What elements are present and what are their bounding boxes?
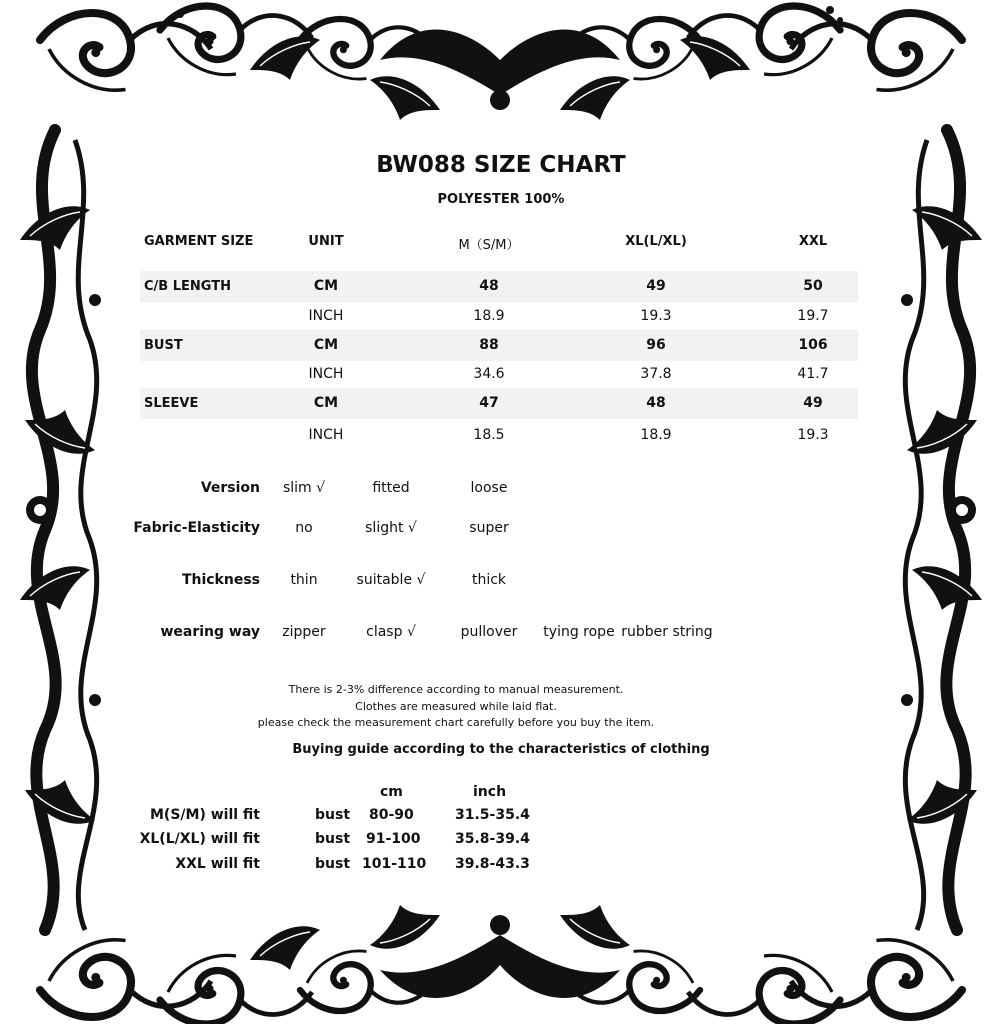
guide-part: bust — [315, 807, 351, 823]
material-subtitle: POLYESTER 100% — [437, 192, 565, 207]
attribute-option: super — [469, 520, 509, 536]
unit-cell: CM — [313, 337, 339, 353]
value-cell: 48 — [646, 395, 666, 411]
value-cell: 18.9 — [473, 308, 505, 324]
header-unit: UNIT — [308, 234, 344, 249]
note-line: Clothes are measured while laid flat. — [355, 700, 557, 713]
row-label: BUST — [144, 338, 183, 353]
value-cell: 96 — [646, 337, 666, 353]
value-cell: 49 — [803, 395, 823, 411]
unit-cell: INCH — [308, 427, 344, 443]
guide-inch: 31.5-35.4 — [455, 807, 530, 823]
value-cell: 49 — [646, 278, 666, 294]
value-cell: 18.9 — [640, 427, 672, 443]
value-cell: 106 — [798, 337, 828, 353]
attribute-option: slight √ — [365, 520, 417, 536]
note-line: please check the measurement chart carefully before you buy the item. — [257, 716, 655, 729]
header-garment-size: GARMENT SIZE — [144, 234, 254, 249]
guide-part: bust — [315, 831, 351, 847]
value-cell: 41.7 — [797, 366, 829, 382]
attribute-option: suitable √ — [356, 572, 426, 588]
attribute-option: thin — [290, 572, 318, 588]
attribute-option: zipper — [282, 624, 326, 640]
value-cell: 19.3 — [797, 427, 829, 443]
row-label: C/B LENGTH — [144, 279, 231, 294]
header-size-m: M（S/M） — [458, 238, 520, 253]
guide-cm: 101-110 — [362, 856, 427, 872]
value-cell: 18.5 — [473, 427, 505, 443]
bottom-ornament — [40, 905, 962, 1024]
top-ornament — [40, 5, 962, 120]
buying-guide-title: Buying guide according to the characteristics of clothing — [292, 742, 710, 757]
row-label: SLEEVE — [144, 396, 199, 411]
attribute-option: no — [295, 520, 313, 536]
left-ornament — [20, 130, 101, 930]
value-cell: 50 — [803, 278, 823, 294]
attribute-option: fitted — [372, 480, 410, 496]
unit-cell: INCH — [308, 308, 344, 324]
attribute-option: thick — [471, 572, 507, 588]
value-cell: 19.7 — [797, 308, 829, 324]
header-size-xl: XL(L/XL) — [625, 234, 687, 249]
unit-cell: INCH — [308, 366, 344, 382]
page-title: BW088 SIZE CHART — [376, 152, 626, 178]
value-cell: 34.6 — [473, 366, 505, 382]
guide-inch: 39.8-43.3 — [455, 856, 530, 872]
unit-cell: CM — [313, 278, 339, 294]
value-cell: 47 — [479, 395, 499, 411]
attribute-label: wearing way — [160, 624, 260, 640]
guide-size-label: M(S/M) will fit — [149, 807, 260, 823]
value-cell: 88 — [479, 337, 499, 353]
attribute-option: pullover — [460, 624, 518, 640]
guide-size-label: XL(L/XL) will fit — [139, 831, 260, 847]
header-size-xxl: XXL — [798, 234, 828, 249]
attribute-option: tying rope — [543, 624, 615, 640]
value-cell: 48 — [479, 278, 499, 294]
guide-part: bust — [315, 856, 351, 872]
attribute-option: clasp √ — [366, 624, 416, 640]
attribute-label: Thickness — [181, 572, 260, 588]
right-ornament — [901, 130, 982, 930]
attribute-label: Version — [200, 480, 260, 496]
value-cell: 37.8 — [640, 366, 672, 382]
attribute-option: loose — [470, 480, 508, 496]
guide-inch: 35.8-39.4 — [455, 831, 530, 847]
guide-header-cm: cm — [380, 784, 403, 800]
guide-cm: 91-100 — [366, 831, 421, 847]
guide-size-label: XXL will fit — [175, 856, 260, 872]
attribute-option: slim √ — [282, 480, 326, 496]
unit-cell: CM — [313, 395, 339, 411]
attribute-option: rubber string — [621, 624, 713, 640]
guide-header-inch: inch — [473, 784, 507, 800]
value-cell: 19.3 — [640, 308, 672, 324]
note-line: There is 2-3% difference according to manual measurement. — [288, 683, 624, 696]
attribute-label: Fabric-Elasticity — [133, 520, 260, 536]
guide-cm: 80-90 — [369, 807, 414, 823]
